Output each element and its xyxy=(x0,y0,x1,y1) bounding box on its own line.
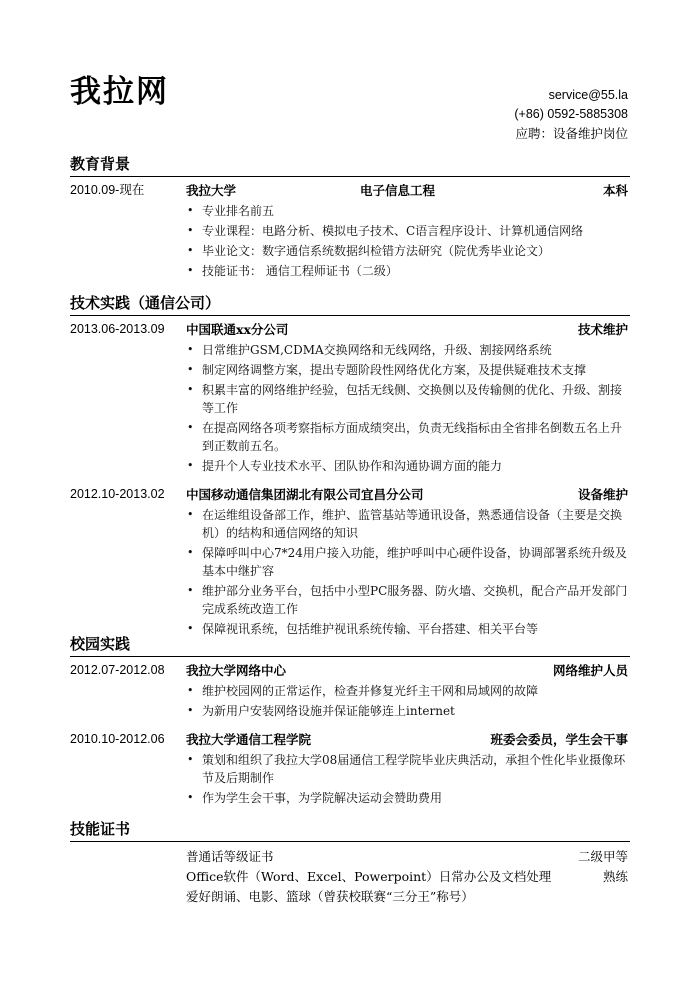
bullet-icon: • xyxy=(187,421,194,434)
list-item: • 保障呼叫中心7*24用户接入功能，维护呼叫中心硬件设备，协调部署系统升级及基本中继扩容 xyxy=(187,546,627,578)
list-item: • 策划和组织了我拉大学08届通信工程学院毕业庆典活动，承担个性化毕业摄像环节及后期制作 xyxy=(187,753,626,785)
list-item: • 为新用户安装网络设施并保证能够连上internet xyxy=(187,704,455,718)
bullet-icon: • xyxy=(187,546,194,559)
section-title-tech: 技术实践（通信公司） xyxy=(70,292,630,316)
list-item: • 专业课程：电路分析、模拟电子技术、C语言程序设计、计算机通信网络 xyxy=(187,224,584,238)
entry-date: 2012.10-2013.02 xyxy=(70,487,165,501)
bullet-icon: • xyxy=(187,622,194,635)
bullet-icon: • xyxy=(187,264,194,277)
bullet-icon: • xyxy=(187,704,194,717)
education-section xyxy=(70,153,630,280)
phone: (+86) 0592-5885308 xyxy=(514,107,628,121)
bullet-list xyxy=(70,751,630,807)
entry-role: 设备维护 xyxy=(577,487,628,502)
skill-name: Office软件（Word、Excel、Powerpoint）日常办公及文档处理 xyxy=(186,869,552,884)
email[interactable]: service@55.la xyxy=(548,88,628,102)
skill-row xyxy=(70,847,630,866)
entry-org: 中国联通xx分公司 xyxy=(186,322,289,337)
entry-date: 2013.06-2013.09 xyxy=(70,322,165,336)
bullet-icon: • xyxy=(187,244,194,257)
entry-org: 中国移动通信集团湖北有限公司宜昌分公司 xyxy=(186,487,424,502)
section-title-campus: 校园实践 xyxy=(70,633,630,657)
bullet-icon: • xyxy=(187,791,194,804)
bullet-icon: • xyxy=(187,459,194,472)
list-item: • 积累丰富的网络维护经验，包括无线侧、交换侧以及传输侧的优化、升级、割接等工作 xyxy=(187,383,623,415)
bullet-icon: • xyxy=(187,204,194,217)
bullet-icon: • xyxy=(187,363,194,376)
skill-level: 熟练 xyxy=(602,869,628,884)
skill-name: 爱好朗诵、电影、篮球（曾获校联赛“三分王”称号） xyxy=(186,889,474,904)
entry-role: 班委会委员，学生会干事 xyxy=(490,732,628,747)
bullet-icon: • xyxy=(187,224,194,237)
skills-section xyxy=(70,818,630,906)
campus-section xyxy=(70,633,630,807)
entry-role: 技术维护 xyxy=(577,322,628,337)
campus-entry xyxy=(70,730,630,807)
tech-section xyxy=(70,292,630,638)
list-item: • 提升个人专业技术水平、团队协作和沟通协调方面的能力 xyxy=(187,459,503,473)
bullet-icon: • xyxy=(187,383,194,396)
list-item: • 维护校园网的正常运作，检查并修复光纤主干网和局域网的故障 xyxy=(187,684,539,698)
list-item: • 保障视讯系统，包括维护视讯系统传输、平台搭建、相关平台等 xyxy=(187,622,539,636)
skill-name: 普通话等级证书 xyxy=(186,849,274,864)
entry-org: 我拉大学 xyxy=(186,183,237,198)
entry-date: 2012.07-2012.08 xyxy=(70,663,165,677)
skill-level: 二级甲等 xyxy=(577,849,628,864)
entry-org: 我拉大学网络中心 xyxy=(186,663,287,678)
bullet-icon: • xyxy=(187,343,194,356)
bullet-icon: • xyxy=(187,684,194,697)
contact-block xyxy=(514,86,628,143)
section-title-skills: 技能证书 xyxy=(70,818,630,842)
list-item: • 毕业论文：数字通信系统数据纠检错方法研究（院优秀毕业论文） xyxy=(187,244,551,258)
entry-date: 2010.10-2012.06 xyxy=(70,732,165,746)
list-item: • 在运维组设备部工作，维护、监管基站等通讯设备，熟悉通信设备（主要是交换机）的结构和通信网络的知识 xyxy=(187,508,623,540)
entry-role: 网络维护人员 xyxy=(552,663,628,678)
tech-entry xyxy=(70,320,630,475)
tech-entry xyxy=(70,485,630,638)
entry-org: 我拉大学通信工程学院 xyxy=(186,732,312,747)
bullet-list xyxy=(70,341,630,475)
position-applied: 应聘：设备维护岗位 xyxy=(515,126,628,141)
list-item: • 维护部分业务平台，包括中小型PC服务器、防火墙、交换机，配合产品开发部门完成系统改造工作 xyxy=(187,584,628,616)
bullet-icon: • xyxy=(187,584,194,597)
list-item: • 在提高网络各项考察指标方面成绩突出，负责无线指标由全省排名倒数五名上升到正数前五名。 xyxy=(187,421,623,453)
bullet-icon: • xyxy=(187,508,194,521)
campus-entry xyxy=(70,661,630,720)
entry-major: 电子信息工程 xyxy=(360,183,436,198)
list-item: • 制定网络调整方案，提出专题阶段性网络优化方案，及提供疑难技术支撑 xyxy=(187,363,587,377)
list-item: • 专业排名前五 xyxy=(187,204,275,218)
education-entry xyxy=(70,181,630,280)
bullet-icon: • xyxy=(187,753,194,766)
entry-role: 本科 xyxy=(602,183,628,198)
skill-row xyxy=(70,867,630,886)
section-title-education: 教育背景 xyxy=(70,153,630,177)
entry-date: 2010.09-现在 xyxy=(70,183,145,197)
list-item: • 技能证书： 通信工程师证书（二级） xyxy=(187,264,398,278)
list-item: • 作为学生会干事，为学院解决运动会赞助费用 xyxy=(187,791,443,805)
bullet-list xyxy=(70,682,630,720)
bullet-list xyxy=(70,202,630,280)
bullet-list xyxy=(70,506,630,638)
skill-row xyxy=(70,887,630,906)
candidate-name: 我拉网 xyxy=(70,74,169,110)
list-item: • 日常维护GSM,CDMA交换网络和无线网络，升级、割接网络系统 xyxy=(187,343,552,357)
